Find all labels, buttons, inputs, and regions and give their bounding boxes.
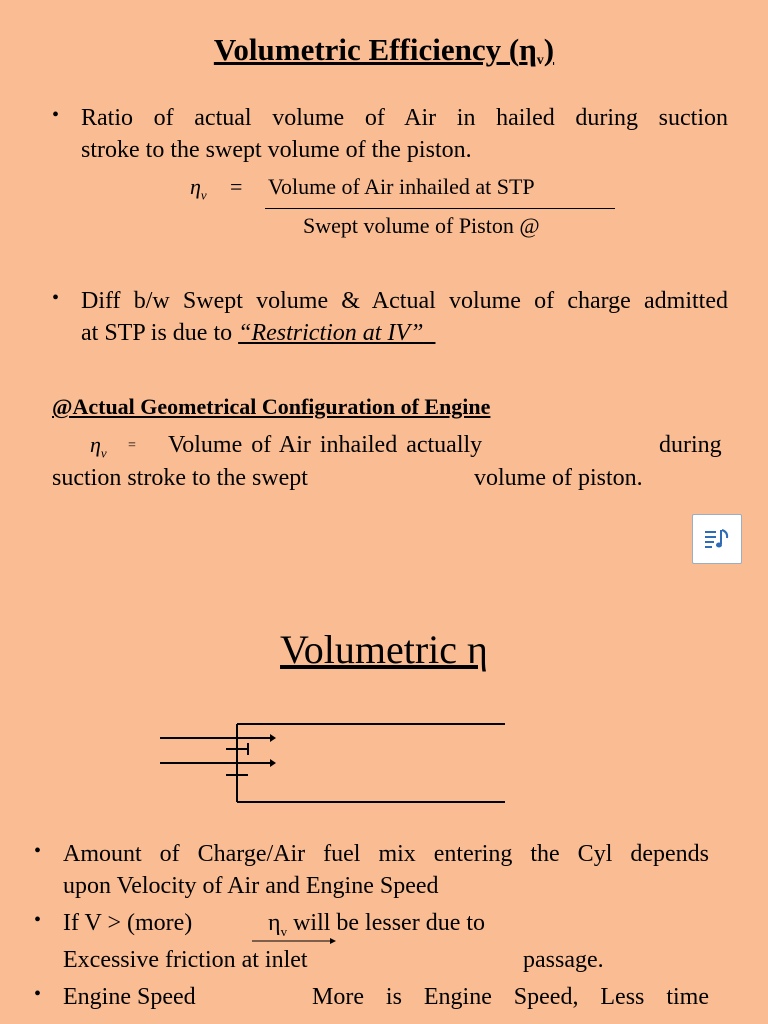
equation-lhs: $\eta_v$ [90, 432, 107, 461]
equation-numerator: Volume of Air inhailed at STP [268, 174, 535, 199]
equation-lhs: $\eta_v$ [190, 174, 207, 203]
bullet-marker: • [52, 287, 60, 309]
bullet-text: passage. [523, 947, 604, 973]
equation-text: during [659, 432, 722, 458]
bullet-marker: • [34, 840, 42, 862]
section-subheading: @Actual Geometrical Configuration of Engine [52, 394, 491, 419]
slide-title: Volumetric Efficiency $(\eta_v)$ [213, 32, 555, 68]
fraction-bar [265, 208, 615, 209]
equation-text: volume of piston. [474, 465, 643, 491]
bullet-text: Diff b/w Swept volume & Actual volume of charge admitted [81, 288, 728, 314]
bullet-text: $\eta_v$ will be lesser due to [268, 910, 486, 939]
bullet-text: If V > (more) [63, 910, 193, 936]
bullet-text: Amount of Charge/Air fuel mix entering the Cyl depends [63, 841, 709, 867]
equation-text: suction stroke to the swept [52, 465, 308, 491]
bullet-text: Excessive friction at inlet [63, 947, 308, 973]
bullet-text: Engine Speed [63, 984, 196, 1010]
intake-valve-diagram [150, 715, 520, 815]
bullet-marker: • [34, 909, 42, 931]
equation-text: Volume of Air inhailed actually [168, 432, 483, 458]
bullet-text: More is Engine Speed, Less time [312, 984, 709, 1010]
bullet-marker: • [52, 104, 60, 126]
arrow-head [270, 734, 276, 742]
arrow-head [270, 759, 276, 767]
slide-title: Volumetric η [280, 627, 488, 672]
equation-denominator: Swept volume of Piston @ [303, 213, 540, 238]
bullet-text: at STP is due to “Restriction at IV” [81, 320, 424, 346]
audio-notes-icon[interactable] [692, 514, 742, 564]
bullet-text: stroke to the swept volume of the piston. [81, 137, 472, 163]
bullet-text: upon Velocity of Air and Engine Speed [63, 873, 439, 899]
bullet-marker: • [34, 983, 42, 1005]
equation-equals: = [128, 438, 136, 453]
bullet-text: Ratio of actual volume of Air in hailed during suction [81, 105, 728, 131]
audio-notes-icon-glyph [704, 528, 730, 550]
equation-equals: = [230, 174, 243, 199]
